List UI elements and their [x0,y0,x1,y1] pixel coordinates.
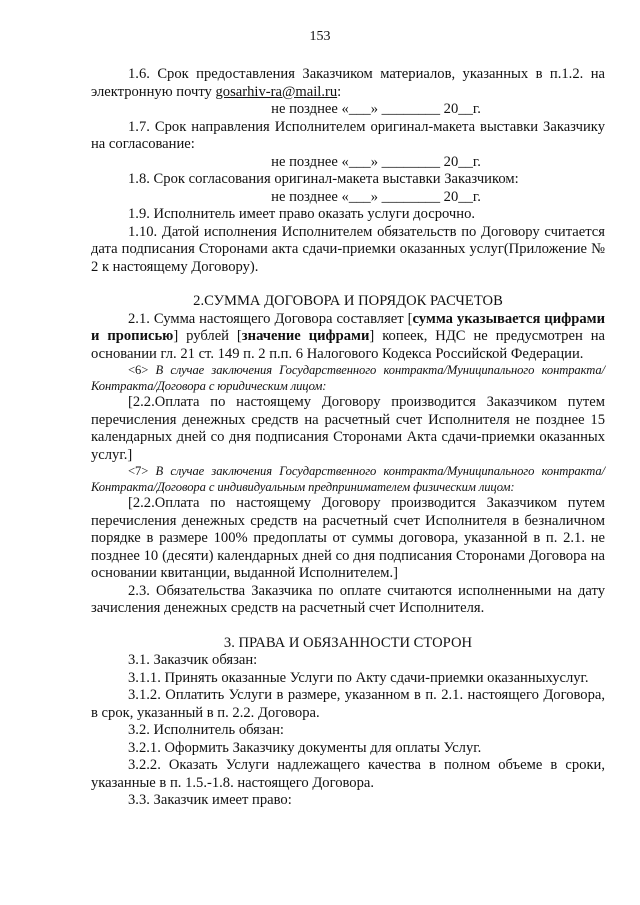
email-link[interactable]: gosarhiv-ra@mail.ru [215,83,338,100]
spacer [91,618,605,635]
clause-2-1-part-b: ] рублей [ [173,328,242,344]
spacer [91,276,605,293]
clause-3-2-1: 3.2.1. Оформить Заказчику документы для оплаты Услуг. [128,739,482,756]
clause-3-1: 3.1. Заказчик обязан: [128,652,258,668]
clause-1-9: 1.9. Исполнитель имеет право оказать услуги досрочно. [128,206,476,222]
clause-2-2-legal-entity: [2.2.Оплата по настоящему Договору производится Заказчиком путем перечисления денежных средств на расчетный счет Исполнителя не позднее 15 календарных дней со дня подписания Сторонами Акта сдачи-приемки оказанных услуг.] [91,394,605,463]
deadline-line-1-7: не позднее «___» ________ 20__г. [271,153,481,170]
clause-3-2: 3.2. Исполнитель обязан: [128,722,284,738]
deadline-line-1-6: не позднее «___» ________ 20__г. [271,101,481,117]
note-6 [91,363,605,394]
clause-2-1-part-a: 2.1. Сумма настоящего Договора составляет [ [128,310,413,327]
clause-3-1-2: 3.1.2. Оплатить Услуги в размере, указанном в п. 2.1. настоящего Договора, в срок, указанный в п. 2.2. Договора. [91,687,605,721]
note-7-tag: <7> [128,464,149,478]
clause-1-7: 1.7. Срок направления Исполнителем оригинал-макета выставки Заказчику на согласование: [91,118,605,152]
clause-1-8: 1.8. Срок согласования оригинал-макета выставки Заказчиком: [128,171,519,187]
deadline-line-1-8: не позднее «___» ________ 20__г. [271,188,481,205]
clause-3-3: 3.3. Заказчик имеет право: [128,792,292,808]
section-3-heading: 3. ПРАВА И ОБЯЗАННОСТИ СТОРОН [223,634,473,651]
note-7 [91,464,605,495]
clause-1-10: 1.10. Датой исполнения Исполнителем обязательств по Договору считается дата подписания Сторонами акта сдачи-приемки оказанных услуг(Приложение № 2 к настоящему Договору). [91,223,605,275]
note-7-text: В случае заключения Государственного контракта/Муниципального контракта/Контракта/Договора с индивидуальным предпринимателем физическим лицом: [91,464,605,494]
clause-1-6-text: 1.6. Срок предоставления Заказчиком материалов, указанных в п.1.2. на электронную почту [91,66,605,100]
clause-3-2-2: 3.2.2. Оказать Услуги надлежащего качества в полном объеме в сроки, указанные в п. 1.5.-1.8. настоящего Договора. [91,757,605,791]
clause-2-1-part-c: ] копеек, НДС не предусмотрен на основании гл. 21 ст. 149 п. 2 п.п. 6 Налогового Кодекса Российской Федерации. [91,328,605,362]
note-6-tag: <6> [128,363,149,377]
amount-kopecks-placeholder: значение цифрами [241,328,370,344]
clause-2-1 [91,311,605,364]
clause-1-6-colon: : [337,83,342,100]
page-number: 153 [309,29,331,44]
clause-3-1-1: 3.1.1. Принять оказанные Услуги по Акту сдачи-приемки оказанныхуслуг. [128,669,589,686]
clause-2-3: 2.3. Обязательства Заказчика по оплате считаются исполненными на дату зачисления денежных средств на расчетный счет Исполнителя. [91,582,605,616]
clause-2-2-individual: [2.2.Оплата по настоящему Договору производится Заказчиком путем перечисления денежных средств на расчетный счет Исполнителя в безналичном порядке в размере 100% предоплаты от суммы договора, указанной в п. 2.1. не позднее 10 (десяти) календарных дней со дня подписания Сторонами Договора на основании квитанции, выданной Исполнителем.] [91,495,605,581]
amount-rubles-placeholder: сумма указывается цифрами и прописью [91,310,605,344]
section-2-heading: 2.СУММА ДОГОВОРА И ПОРЯДОК РАСЧЕТОВ [193,293,503,309]
page-content [91,66,605,810]
clause-1-6 [91,66,605,101]
note-6-text: В случае заключения Государственного контракта/Муниципального контракта/Контракта/Договора с юридическим лицом: [91,363,605,393]
